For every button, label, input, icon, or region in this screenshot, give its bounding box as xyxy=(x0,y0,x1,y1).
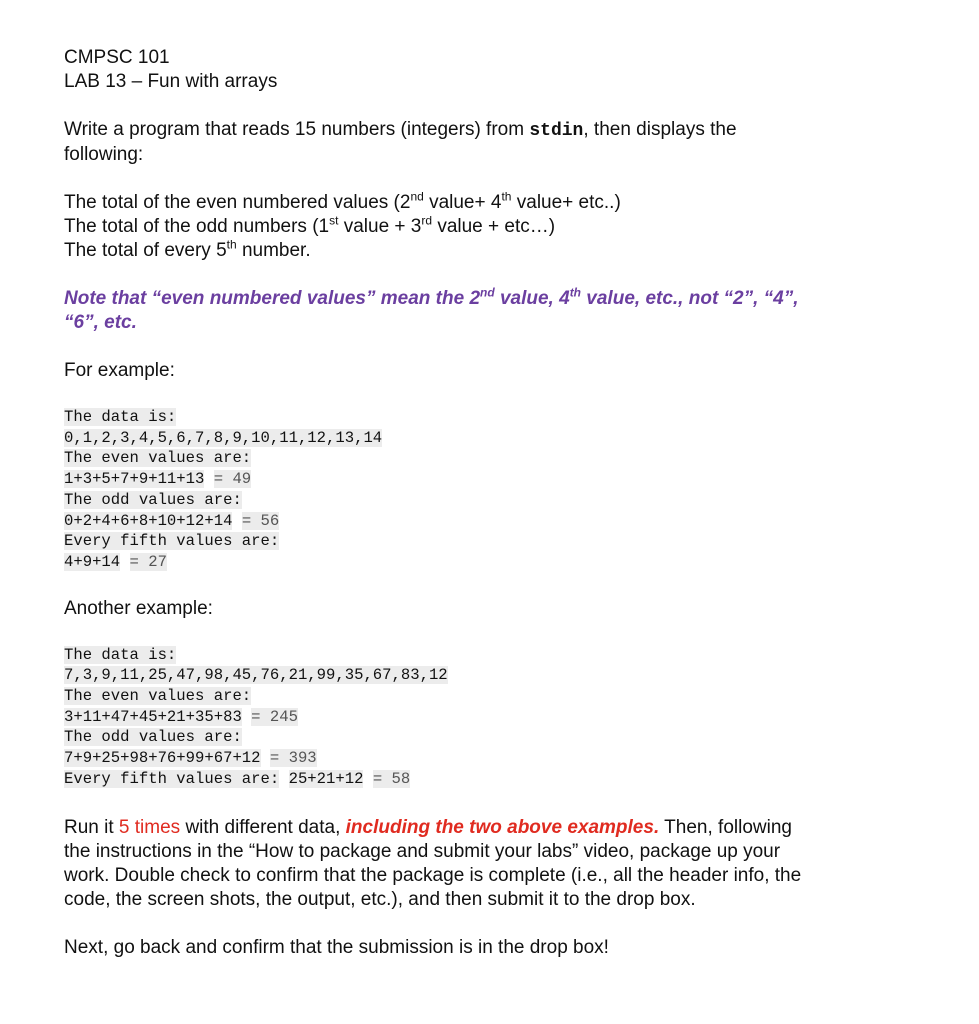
lab-title: LAB 13 – Fun with arrays xyxy=(64,71,278,92)
even-expr: 1+3+5+7+9+11+13 xyxy=(64,470,205,489)
superscript: nd xyxy=(480,285,495,300)
req-text: The total of every 5 xyxy=(64,240,227,261)
instr-text: with different data, xyxy=(180,816,346,838)
requirement-odd xyxy=(64,215,944,239)
superscript: nd xyxy=(410,189,424,204)
req-text: value+ 4 xyxy=(423,192,502,213)
stdin-code: stdin xyxy=(529,121,584,141)
code-line xyxy=(64,707,944,728)
course-code: CMPSC 101 xyxy=(64,47,170,68)
example2-code-block xyxy=(64,645,944,790)
odd-expr: 0+2+4+6+8+10+12+14 xyxy=(64,511,233,530)
instructions-line-2: the instructions in the “How to package and submit your labs” video, package up your xyxy=(64,840,781,862)
code-line xyxy=(64,490,944,511)
superscript: th xyxy=(226,237,237,252)
even-result: = 49 xyxy=(213,470,252,489)
req-text: The total of the odd numbers (1 xyxy=(64,216,330,237)
instructions-line-4: code, the screen shots, the output, etc.), and then submit it to the drop box. xyxy=(64,888,696,910)
even-label: The even values are: xyxy=(64,687,252,706)
code-line xyxy=(64,531,944,552)
req-text: The total of the even numbered values (2 xyxy=(64,192,411,213)
code-line xyxy=(64,769,944,790)
note-text: value, etc., not “2”, “4”, xyxy=(581,288,799,309)
superscript: st xyxy=(329,213,339,228)
code-line xyxy=(64,686,944,707)
fifth-label: Every fifth values are: xyxy=(64,769,280,788)
intro-text-end: , then displays the xyxy=(583,119,737,140)
example1-code-block xyxy=(64,407,944,573)
fifth-result: = 27 xyxy=(129,552,167,571)
data-label: The data is: xyxy=(64,408,177,426)
code-line xyxy=(64,645,944,666)
requirement-fifth xyxy=(64,239,944,263)
superscript: th xyxy=(569,285,582,300)
odd-expr: 7+9+25+98+76+99+67+12 xyxy=(64,749,261,768)
req-text: number. xyxy=(236,240,311,261)
req-text: value+ etc..) xyxy=(511,192,621,213)
intro-line-2: following: xyxy=(64,144,144,165)
note-text: Note that “even numbered values” mean the 2 xyxy=(64,288,481,309)
code-line xyxy=(64,748,944,769)
example1-heading: For example: xyxy=(64,360,175,381)
intro-text: Write a program that reads 15 numbers (integers) from xyxy=(64,119,530,140)
requirement-even xyxy=(64,191,944,215)
instructions-line-1 xyxy=(64,816,944,840)
code-line xyxy=(64,448,944,469)
emphasis-text: including the two above examples. xyxy=(345,816,660,838)
odd-result: = 393 xyxy=(269,749,317,768)
data-values: 0,1,2,3,4,5,6,7,8,9,10,11,12,13,14 xyxy=(64,428,383,447)
example2-heading: Another example: xyxy=(64,597,213,619)
closing-line: Next, go back and confirm that the submission is in the drop box! xyxy=(64,936,609,958)
code-line xyxy=(64,727,944,748)
code-line xyxy=(64,428,944,449)
code-line xyxy=(64,511,944,532)
superscript: th xyxy=(501,189,512,204)
odd-label: The odd values are: xyxy=(64,490,242,509)
data-values: 7,3,9,11,25,47,98,45,76,21,99,35,67,83,12 xyxy=(64,666,448,685)
req-text: value + 3 xyxy=(338,216,422,237)
code-line xyxy=(64,665,944,686)
code-line xyxy=(64,469,944,490)
even-label: The even values are: xyxy=(64,449,252,468)
note-line-1 xyxy=(64,287,944,311)
run-count: 5 times xyxy=(118,816,181,838)
instr-text: Run it xyxy=(64,816,119,838)
fifth-expr: 4+9+14 xyxy=(64,552,121,571)
data-label: The data is: xyxy=(64,645,177,664)
odd-label: The odd values are: xyxy=(64,728,242,747)
intro-line-1 xyxy=(64,118,944,143)
code-line xyxy=(64,407,944,428)
even-result: = 245 xyxy=(251,707,298,726)
superscript: rd xyxy=(421,213,433,228)
note-line-2: “6”, etc. xyxy=(64,312,137,333)
code-line xyxy=(64,552,944,573)
note-text: value, 4 xyxy=(494,288,570,309)
odd-result: = 56 xyxy=(241,511,280,530)
fifth-label: Every fifth values are: xyxy=(64,532,280,551)
req-text: value + etc…) xyxy=(432,216,556,237)
document-page xyxy=(64,46,944,960)
instructions-line-3: work. Double check to confirm that the package is complete (i.e., all the header info, the xyxy=(64,864,802,886)
fifth-result: = 58 xyxy=(372,769,411,788)
fifth-expr: 25+21+12 xyxy=(288,769,364,788)
instr-text: Then, following xyxy=(659,816,792,838)
even-expr: 3+11+47+45+21+35+83 xyxy=(64,707,242,726)
